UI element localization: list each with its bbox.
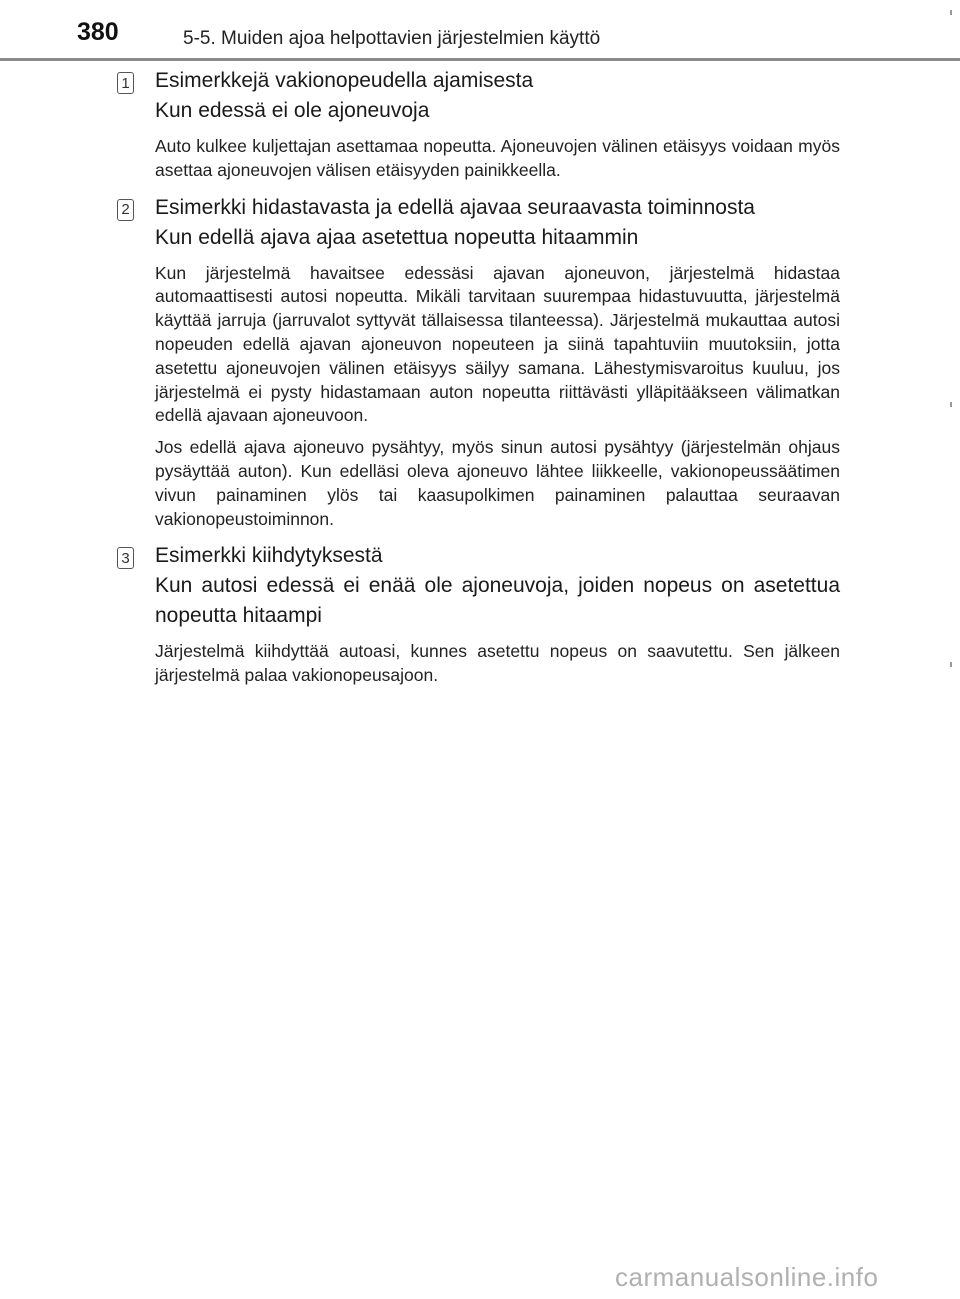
example-paragraph: Kun järjestelmä havaitsee edessäsi ajavan ajoneuvon, järjestelmä hidastaa automaattisesti autosi nopeutta. Mikäli tarvitaan suurempaa hidastuvuutta, järjestelmä käyttää jarruja (jarruvalot syttyvät tällaisessa tilanteessa). Järjestelmä mukauttaa autosi nopeuden edellä ajavan ajoneuvon nopeuteen ja siinä tapahtuviin muutoksiin, jotta asetettu ajoneuvojen välinen etäisyys säilyy samana. Lähestymisvaroitus kuuluu, jos järjestelmä ei pysty hidastamaan auton nopeutta riittävästi ylläpitääkseen välimatkan edellä ajavaan ajoneuvoon. xyxy=(155,262,840,426)
example-title: Esimerkkejä vakionopeudella ajamisesta xyxy=(155,69,534,92)
page-header xyxy=(0,0,960,62)
edge-mark xyxy=(950,662,952,667)
example-subtitle: Kun edessä ei ole ajoneuvoja xyxy=(155,99,430,122)
edge-mark xyxy=(950,402,952,407)
example-subtitle: Kun edellä ajava ajaa asetettua nopeutta hitaammin xyxy=(155,225,639,249)
number-badge: 3 xyxy=(117,547,134,569)
example-paragraph: Jos edellä ajava ajoneuvo pysähtyy, myös sinun autosi pysähtyy (järjestelmän ohjaus pysäyttää auton). Kun edelläsi oleva ajoneuvo lähtee liikkeelle, vakionopeussäätimen vivun painaminen ylös tai kaasupolkimen painaminen palauttaa seuraavan vakionopeustoiminnon. xyxy=(155,437,840,529)
example-2 xyxy=(121,193,840,532)
section-title: 5-5. Muiden ajoa helpottavien järjestelmien käyttö xyxy=(183,28,601,49)
page-number: 380 xyxy=(77,18,119,46)
number-badge: 1 xyxy=(117,72,134,94)
example-subtitle: Kun autosi edessä ei enää ole ajoneuvoja, joiden nopeus on asetettua nopeutta hitaampi xyxy=(155,574,840,628)
watermark[interactable]: carmanualsonline.info xyxy=(615,1262,879,1292)
number-badge: 2 xyxy=(117,199,134,221)
example-1 xyxy=(121,66,840,183)
edge-mark xyxy=(950,10,952,15)
example-title: Esimerkki kiihdytyksestä xyxy=(155,544,383,568)
example-3 xyxy=(121,541,840,688)
main-content xyxy=(121,66,840,698)
example-title: Esimerkki hidastavasta ja edellä ajavaa seuraavasta toiminnosta xyxy=(155,195,755,219)
example-paragraph: Auto kulkee kuljettajan asettamaa nopeutta. Ajoneuvojen välinen etäisyys voidaan myös asettaa ajoneuvojen välisen etäisyyden painikkeella. xyxy=(155,136,840,180)
header-divider xyxy=(0,58,960,61)
example-paragraph: Järjestelmä kiihdyttää autoasi, kunnes asetettu nopeus on saavutettu. Sen jälkeen järjestelmä palaa vakionopeusajoon. xyxy=(155,641,840,686)
